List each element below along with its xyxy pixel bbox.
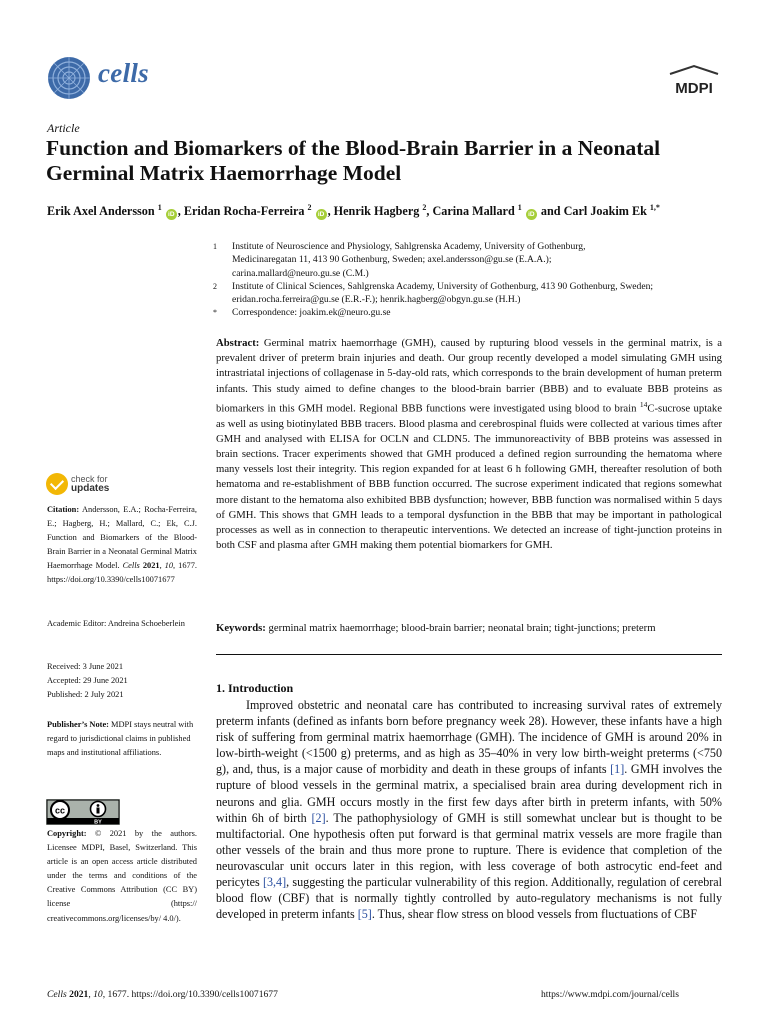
section-heading: 1. Introduction — [216, 681, 294, 695]
check-for-updates-button[interactable]: check for updates — [46, 473, 146, 497]
orcid-icon[interactable]: iD — [166, 209, 177, 220]
reference-link[interactable]: [5] — [357, 907, 372, 922]
article-type: Article — [47, 121, 80, 135]
reference-link[interactable]: [1] — [610, 762, 625, 777]
journal-logo-icon — [47, 56, 91, 100]
publisher-note: Publisher’s Note: MDPI stays neutral with regard to jurisdictional claims in published maps and institutional affiliations. — [47, 720, 194, 758]
reference-link[interactable]: [3,4] — [262, 875, 287, 890]
footer-journal-url[interactable]: https://www.mdpi.com/journal/cells — [541, 989, 679, 1000]
mdpi-logo-icon — [666, 64, 722, 98]
copyright: Copyright: © 2021 by the authors. Licensee MDPI, Basel, Switzerland. This article is an open access article distributed under the terms and conditions of the Creative Commons Attribution (CC BY) license (https:// creativecommons.org/licenses/by/ 4.0/). — [47, 829, 198, 923]
correspondence: * Correspondence: joakim.ek@neuro.gu.se — [213, 307, 391, 319]
svg-text:cc: cc — [54, 805, 66, 816]
publication-dates: Received: 3 June 2021 Accepted: 29 June 2021 Published: 2 July 2021 — [47, 662, 128, 700]
cc-by-license-icon[interactable] — [46, 799, 120, 825]
author-name[interactable]: Carina Mallard — [432, 204, 515, 218]
citation: Citation: Andersson, E.A.; Rocha-Ferreira, E.; Hagberg, H.; Mallard, C.; Ek, C.J. Function and Biomarkers of the Blood-Brain Barrier in a Neonatal Germinal Matrix Haemorrhage Model. Cells 2021, 10, 1677. https://doi.org/10.3390/cells10071677 — [47, 505, 197, 585]
doi-link[interactable]: , 1677. https://doi.org/10.3390/cells10071677 — [47, 561, 197, 585]
author-name[interactable]: Erik Axel Andersson — [47, 204, 155, 218]
academic-editor: Academic Editor: Andreina Schoeberlein — [47, 619, 185, 628]
author-name[interactable]: Carl Joakim Ek — [563, 204, 647, 218]
affiliations — [213, 240, 733, 320]
introduction-text: Improved obstetric and neonatal care has contributed to increasing survival rates of extremely preterm infants (defined as infants born before pregnancy week 28). However, these infants have a high risk of suffering from germinal matrix haemorrhage (GMH). The incidence of GMH is around 20% in low-birth-weight (<1500 g) preterms, and as high as 35–40% in very low birth-weight preterms (<750 g), and, thus, is a major cause of morbidity and death in these groups of infants [1]. GMH involves the rupture of blood vessels in the germinal matrix, a specialised brain area during development rich in neurons and glia. GMH occurs mostly in the first few days after birth in preterm infants, with 50% within 6h of birth [2]. The pathophysiology of GMH is still somewhat unclear but is thought to be multifactorial. One hypothesis often put forward is that germinal matrix vessels are more fragile than other vessels of the brain and thus more prone to rupture. There is evidence that completion of the neurovascular unit occurs later in this region, with less coverage of both astrocytic end-feet and pericytes [3,4], suggesting the particular vulnerability of this region. Additionally, regulation of cerebral blood flow (CBF) that is normally tightly controlled by auto-regulatory mechanisms is not fully developed in preterm infants [5]. Thus, shear flow stress on blood vessels from fluctuations of CBF — [216, 698, 723, 922]
abstract: Abstract: Germinal matrix haemorrhage (GMH), caused by rupturing blood vessels in the germinal matrix, is a prevalent driver of preterm brain injuries and death. Our group recently developed a model simulating GMH using intrastriatal injections of collagenase in 5-day-old rats, which corresponds to the brain development of human preterm infants. This study aimed to define changes to the blood-brain barrier (BBB) and to evaluate BBB proteins as biomarkers in this GMH model. Regional BBB functions were investigated using blood to brain $^{14}$C-sucrose uptake as well as using biotinylated BBB tracers. Blood plasma and cerebrospinal fluids were collected at various times after GMH and analysed with ELISA for OCLN and CLDN5. The immunoreactivity of BBB proteins was assessed in brain sections. Tracer experiments showed that GMH produced a defined region surrounding the hematoma where many vessels lost their integrity. This region expanded for at least 6 h following GMH, thereafter resolution of both hematoma and re-establishment of BBB function occurred. The sucrose experiment indicated that regions somewhat more distant to the hematoma also exhibited BBB dysfunction; however, BBB function was normalised within 5 days of GMH. This shows that GMH leads to a temporal dysfunction in the BBB that may be important in pathological processes as well as in connection to therapeutic interventions. We detected an increase of tight-junction proteins in both CSF and plasma after GMH making them potential biomarkers for GMH. — [216, 337, 722, 552]
affiliation: 2 Institute of Clinical Sciences, Sahlgrenska Academy, University of Gothenburg, 413 90 Gothenburg, Sweden; eridan.rocha.ferreira@gu.se (E.R.-F.); henrik.hagberg@obgyn.gu.se (H.H.) — [213, 280, 654, 306]
journal-name: cells — [98, 58, 149, 88]
affiliation: 1 Institute of Neuroscience and Physiology, Sahlgrenska Academy, University of Gothenburg, Medicinaregatan 11, 413 90 Gothenburg, Sweden; axel.andersson@gu.se (E.A.A.); carina.mallard@neuro.gu.se (C.M.) — [213, 241, 586, 279]
publisher-name: MDPI — [675, 80, 713, 97]
check-icon — [46, 473, 68, 495]
svg-text:BY: BY — [94, 819, 102, 825]
author-name[interactable]: Eridan Rocha-Ferreira — [183, 204, 305, 218]
author-name[interactable]: Henrik Hagberg — [333, 204, 420, 218]
article-title: Function and Biomarkers of the Blood-Brain Barrier in a Neonatal Germinal Matrix Haemorrhage Model — [46, 136, 661, 185]
footer-doi-link[interactable]: , 1677. https://doi.org/10.3390/cells10071677 — [102, 989, 278, 1000]
footer-citation: Cells 2021, 10, 1677. https://doi.org/10.3390/cells10071677 — [47, 989, 278, 1000]
keywords: Keywords: germinal matrix haemorrhage; blood-brain barrier; neonatal brain; tight-junctions; preterm — [216, 622, 656, 634]
orcid-icon[interactable]: iD — [316, 209, 327, 220]
section-divider — [216, 654, 722, 655]
orcid-icon[interactable]: iD — [526, 209, 537, 220]
author-list: Erik Axel Andersson $^1$ iD , Eridan Rocha-Ferreira $^2$ iD , Henrik Hagberg $^2$, Carina Mallard $^1$ iD and Carl Joakim Ek $^{1,*}$ — [47, 202, 660, 218]
reference-link[interactable]: [2] — [311, 810, 326, 825]
